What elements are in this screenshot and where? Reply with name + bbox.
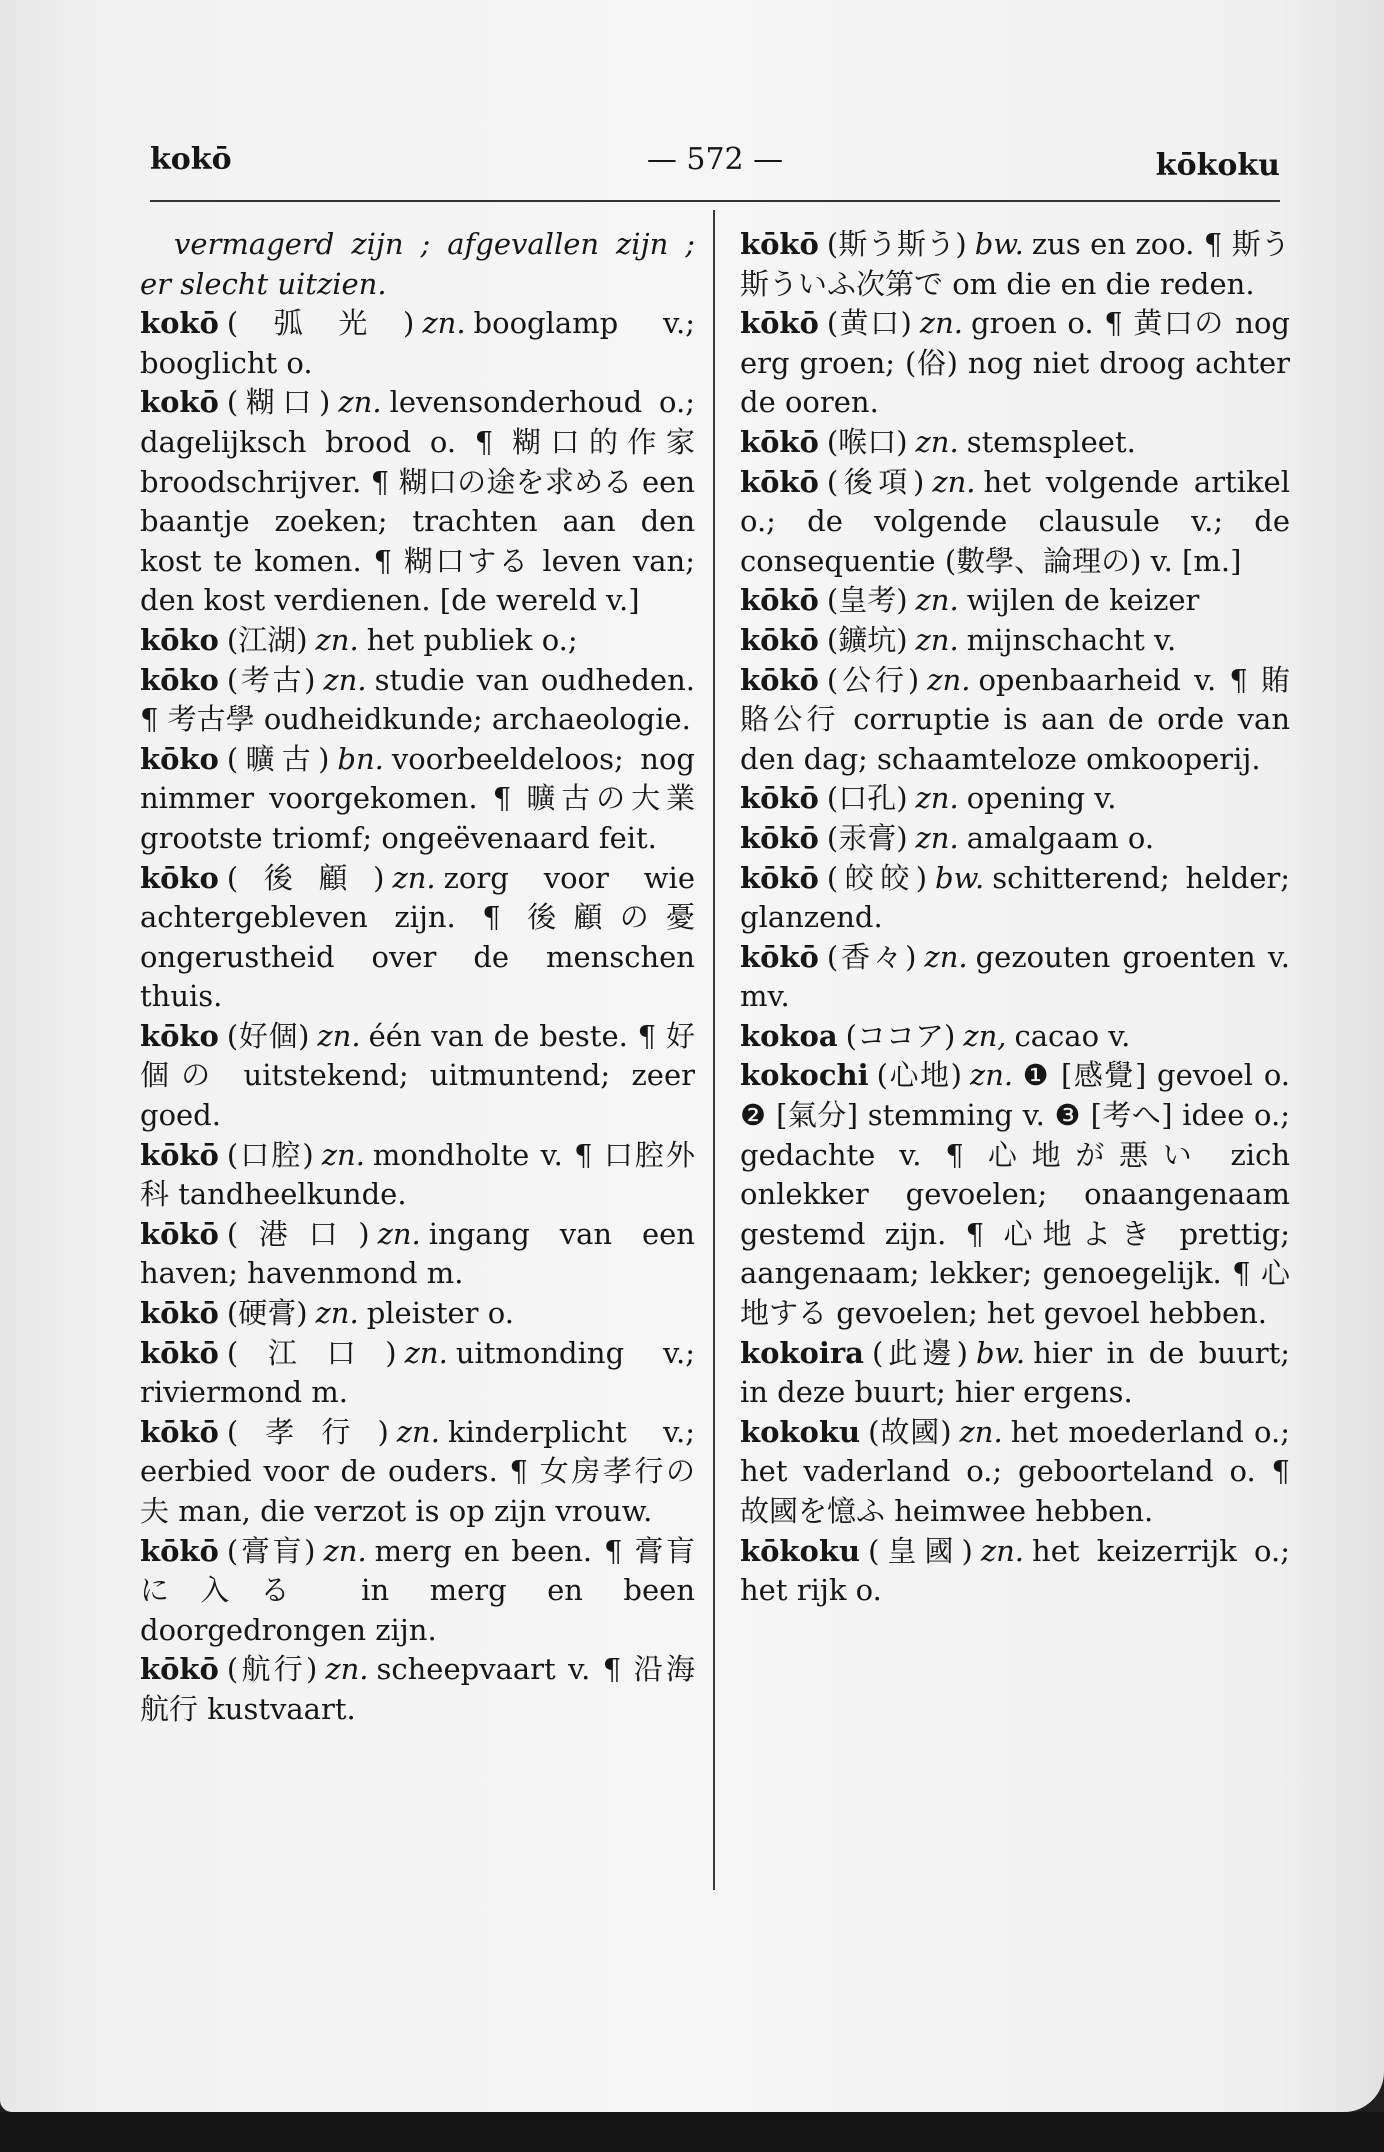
dictionary-entry <box>140 1532 695 1651</box>
entry-headword: kōko <box>140 860 219 895</box>
entry-headword: kokō <box>140 385 219 420</box>
dictionary-entry <box>140 1413 695 1532</box>
entry-gloss: pleister o. <box>366 1296 514 1331</box>
entry-part-of-speech: bw. <box>975 1335 1026 1370</box>
entry-part-of-speech: zn. <box>915 820 959 855</box>
entry-headword: kōkō <box>740 820 819 855</box>
entry-gloss: stemspleet. <box>966 424 1136 459</box>
entry-gloss: merg en been. ¶ 膏肓に入る in merg en been doorgedrongen zijn. <box>140 1533 695 1647</box>
entry-gloss: het moederland o.; het vaderland o.; geboorteland o. ¶ 故國を憶ふ heimwee hebben. <box>740 1414 1290 1528</box>
entry-gloss: amalgaam o. <box>966 820 1155 855</box>
entry-gloss: hier in de buurt; in deze buurt; hier ergens. <box>740 1335 1290 1410</box>
entry-part-of-speech: zn. <box>915 781 959 816</box>
entry-kanji: (香々) <box>826 939 917 974</box>
entry-gloss: ingang van een haven; havenmond m. <box>140 1216 695 1291</box>
dictionary-entry <box>140 661 695 740</box>
entry-gloss: het volgende artikel o.; de volgende clausule v.; de consequentie (數學、論理の) v. [m.] <box>740 464 1290 578</box>
entry-headword: kokoku <box>740 1414 861 1449</box>
dictionary-entry <box>740 779 1290 819</box>
dictionary-entry <box>740 819 1290 859</box>
entry-part-of-speech: zn. <box>338 385 382 420</box>
page-shadow <box>0 2112 1384 2152</box>
dictionary-entry <box>740 661 1290 780</box>
dictionary-entry <box>140 1294 695 1334</box>
entry-kanji: (航行) <box>226 1652 318 1687</box>
entry-kanji: (皇國) <box>868 1533 973 1568</box>
entry-gloss: opening v. <box>966 781 1117 816</box>
entry-part-of-speech: zn. <box>317 1018 361 1053</box>
entry-part-of-speech: zn. <box>924 939 968 974</box>
dictionary-entry <box>140 740 695 859</box>
entry-gloss: één van de beste. ¶ 好個の uitstekend; uitmuntend; zeer goed. <box>140 1018 695 1133</box>
entry-gloss: cacao v. <box>1014 1018 1131 1053</box>
dictionary-entry <box>140 1215 695 1294</box>
entry-part-of-speech: bw. <box>974 227 1024 261</box>
entry-headword: kōkō <box>140 1414 219 1449</box>
dictionary-entry <box>740 1017 1290 1057</box>
entry-kanji: (好個) <box>226 1018 310 1053</box>
entry-part-of-speech: zn. <box>927 662 971 697</box>
entry-kanji: (孝行) <box>226 1414 389 1449</box>
entry-gloss: voorbeeldeloos; nog nimmer voorgekomen. ¶ 曠古の大業 grootste triomf; ongeëvenaard feit. <box>140 741 695 855</box>
entry-kanji: (後項) <box>826 464 925 499</box>
entry-gloss: groen o. ¶ 黄口の nog erg groen; (俗) nog niet droog achter de ooren. <box>740 306 1290 420</box>
dictionary-entry <box>740 859 1290 938</box>
entry-kanji: (斯う斯う) <box>826 227 967 261</box>
dictionary-entry <box>140 1334 695 1413</box>
entry-kanji: (公行) <box>826 662 920 697</box>
entry-headword: kōkō <box>140 1296 219 1331</box>
entry-kanji: (皎皎) <box>826 860 928 895</box>
entry-part-of-speech: zn. <box>915 583 959 618</box>
entry-continuation: vermagerd zijn ; afgevallen zijn ; er slecht uitzien. <box>140 227 695 301</box>
entry-gloss: zorg voor wie achtergebleven zijn. ¶ 後顧の憂 ongerustheid over de menschen thuis. <box>140 860 695 1014</box>
entry-headword: kōkō <box>740 227 819 261</box>
entry-headword: kōkō <box>740 464 819 499</box>
entry-part-of-speech: zn. <box>315 1296 359 1331</box>
entry-gloss: booglamp v.; booglicht o. <box>140 306 695 380</box>
dictionary-entry <box>740 225 1290 304</box>
dictionary-entry <box>740 938 1290 1017</box>
entry-part-of-speech: zn. <box>325 1652 369 1687</box>
entry-headword: kōkō <box>740 662 819 697</box>
dictionary-entry <box>140 1650 695 1729</box>
entry-headword: kōkō <box>140 1137 219 1172</box>
entry-headword: kōkō <box>740 622 819 657</box>
column-divider <box>713 210 715 1890</box>
header-left-word: kokō <box>150 142 232 177</box>
entry-headword: kōkō <box>740 781 819 816</box>
entry-kanji: (皇考) <box>826 583 908 618</box>
entry-kanji: (喉口) <box>826 424 908 459</box>
entry-gloss: ❶ [感覺] gevoel o. ❷ [氣分] stemming v. ❸ [考へ] idee o.; gedachte v. ¶ 心地が悪い zich onlekker gevoelen; onaangenaam gestemd zijn. ¶ 心地よき prettig; aangenaam; lekker; genoegelijk. ¶ 心地する gevoelen; het gevoel hebben. <box>740 1058 1290 1331</box>
dictionary-entry <box>740 423 1290 463</box>
entry-kanji: (曠古) <box>226 741 330 776</box>
entry-part-of-speech: zn. <box>321 1137 365 1172</box>
entry-headword: kōkō <box>740 424 819 459</box>
entry-part-of-speech: zn. <box>919 306 964 341</box>
entry-headword: kokoira <box>740 1335 864 1370</box>
entry-kanji: (港口) <box>226 1216 370 1251</box>
entry-kanji: (口孔) <box>826 781 908 816</box>
entry-headword: kōkō <box>140 1652 219 1687</box>
entry-headword: kokochi <box>740 1058 869 1093</box>
entry-part-of-speech: zn. <box>980 1533 1025 1568</box>
entry-headword: kōkoku <box>740 1533 861 1568</box>
entry-gloss: het publiek o.; <box>366 622 578 657</box>
entry-kanji: (膏肓) <box>226 1533 316 1568</box>
entry-kanji: (江口) <box>226 1335 397 1370</box>
entry-kanji: (故國) <box>868 1414 952 1449</box>
header-right-word: kōkoku <box>1155 148 1280 183</box>
dictionary-entry <box>740 463 1290 582</box>
entry-part-of-speech: zn. <box>915 622 959 657</box>
dictionary-entry <box>740 304 1290 423</box>
entry-headword: kōkō <box>140 1216 219 1251</box>
entry-part-of-speech: zn. <box>392 860 436 895</box>
entry-headword: kōkō <box>140 1335 219 1370</box>
dictionary-entry <box>140 383 695 621</box>
entry-gloss: mondholte v. ¶ 口腔外科 tandheelkunde. <box>140 1137 695 1212</box>
entry-headword: kōko <box>140 662 219 697</box>
entry-gloss: het keizerrijk o.; het rijk o. <box>740 1533 1290 1608</box>
entry-kanji: (考古) <box>226 662 316 697</box>
entry-part-of-speech: zn. <box>396 1414 440 1449</box>
entry-kanji: (口腔) <box>226 1137 314 1172</box>
left-column <box>140 225 695 1730</box>
entry-gloss: zus en zoo. ¶ 斯う斯ういふ次第で om die en die reden. <box>740 227 1290 301</box>
entry-gloss: schitterend; helder; glanzend. <box>740 860 1290 935</box>
running-head <box>150 142 1280 182</box>
dictionary-entry <box>740 1334 1290 1413</box>
entry-part-of-speech: zn. <box>315 622 359 657</box>
entry-headword: kōkō <box>740 306 819 341</box>
entry-gloss: studie van oudheden. ¶ 考古學 oudheidkunde; archaeologie. <box>140 662 695 737</box>
entry-part-of-speech: zn. <box>404 1335 448 1370</box>
entry-kanji: (硬膏) <box>226 1296 308 1331</box>
entry-part-of-speech: zn. <box>932 464 976 499</box>
entry-part-of-speech: zn. <box>377 1216 421 1251</box>
entry-part-of-speech: zn. <box>323 662 367 697</box>
entry-gloss: kinderplicht v.; eerbied voor de ouders. ¶ 女房孝行の夫 man, die verzot is op zijn vrouw. <box>140 1414 695 1528</box>
dictionary-entry <box>140 859 695 1017</box>
entry-part-of-speech: zn. <box>959 1414 1003 1449</box>
entry-headword: kokoa <box>740 1018 838 1053</box>
page-number: — 572 — <box>646 142 784 177</box>
entry-gloss: wijlen de keizer <box>966 583 1200 618</box>
dictionary-entry <box>140 225 695 304</box>
entry-headword: kokō <box>140 306 219 341</box>
entry-kanji: (後顧) <box>226 860 385 895</box>
entry-gloss: openbaarheid v. ¶ 賄賂公行 corruptie is aan de orde van den dag; schaamteloze omkooperij. <box>740 662 1290 776</box>
dictionary-entry <box>140 621 695 661</box>
entry-kanji: (鑛坑) <box>826 622 908 657</box>
entry-part-of-speech: zn. <box>969 1058 1014 1093</box>
entry-headword: kōko <box>140 622 219 657</box>
entry-gloss: gezouten groenten v. mv. <box>740 939 1290 1014</box>
entry-gloss: uitmonding v.; riviermond m. <box>140 1335 695 1410</box>
entry-kanji: (汞膏) <box>826 820 908 855</box>
entry-headword: kōko <box>140 741 219 776</box>
entry-kanji: (弧光) <box>226 306 415 341</box>
entry-gloss: scheepvaart v. ¶ 沿海航行 kustvaart. <box>140 1652 695 1726</box>
entry-gloss: mijnschacht v. <box>966 622 1177 657</box>
entry-kanji: (ココア) <box>845 1018 956 1053</box>
entry-part-of-speech: zn, <box>963 1018 1007 1053</box>
entry-part-of-speech: bn. <box>337 741 384 776</box>
dictionary-entry <box>740 1056 1290 1333</box>
dictionary-entry <box>740 581 1290 621</box>
dictionary-entry <box>140 1136 695 1215</box>
dictionary-entry <box>740 1413 1290 1532</box>
entry-headword: kōkō <box>740 583 819 618</box>
entry-kanji: (此邊) <box>871 1335 968 1370</box>
entry-headword: kōkō <box>140 1533 219 1568</box>
entry-part-of-speech: zn. <box>323 1533 367 1568</box>
entry-headword: kōko <box>140 1018 219 1053</box>
right-column <box>740 225 1290 1611</box>
dictionary-entry <box>740 1532 1290 1611</box>
entry-kanji: (心地) <box>876 1058 962 1093</box>
entry-kanji: (江湖) <box>226 622 308 657</box>
entry-headword: kōkō <box>740 860 819 895</box>
entry-kanji: (黄口) <box>826 306 912 341</box>
dictionary-entry <box>140 1017 695 1136</box>
entry-headword: kōkō <box>740 939 819 974</box>
entry-kanji: (糊口) <box>226 385 331 420</box>
header-rule <box>150 200 1280 202</box>
dictionary-entry <box>140 304 695 383</box>
entry-gloss: levensonderhoud o.; dagelijksch brood o. ¶ 糊口的作家 broodschrijver. ¶ 糊口の途を求める een baantje zoeken; trachten aan den kost te komen. ¶ 糊口する leven van; den kost verdienen. [de wereld v.] <box>140 385 695 618</box>
entry-part-of-speech: zn. <box>422 306 466 341</box>
entry-part-of-speech: bw. <box>935 860 985 895</box>
dictionary-entry <box>740 621 1290 661</box>
entry-part-of-speech: zn. <box>915 424 959 459</box>
